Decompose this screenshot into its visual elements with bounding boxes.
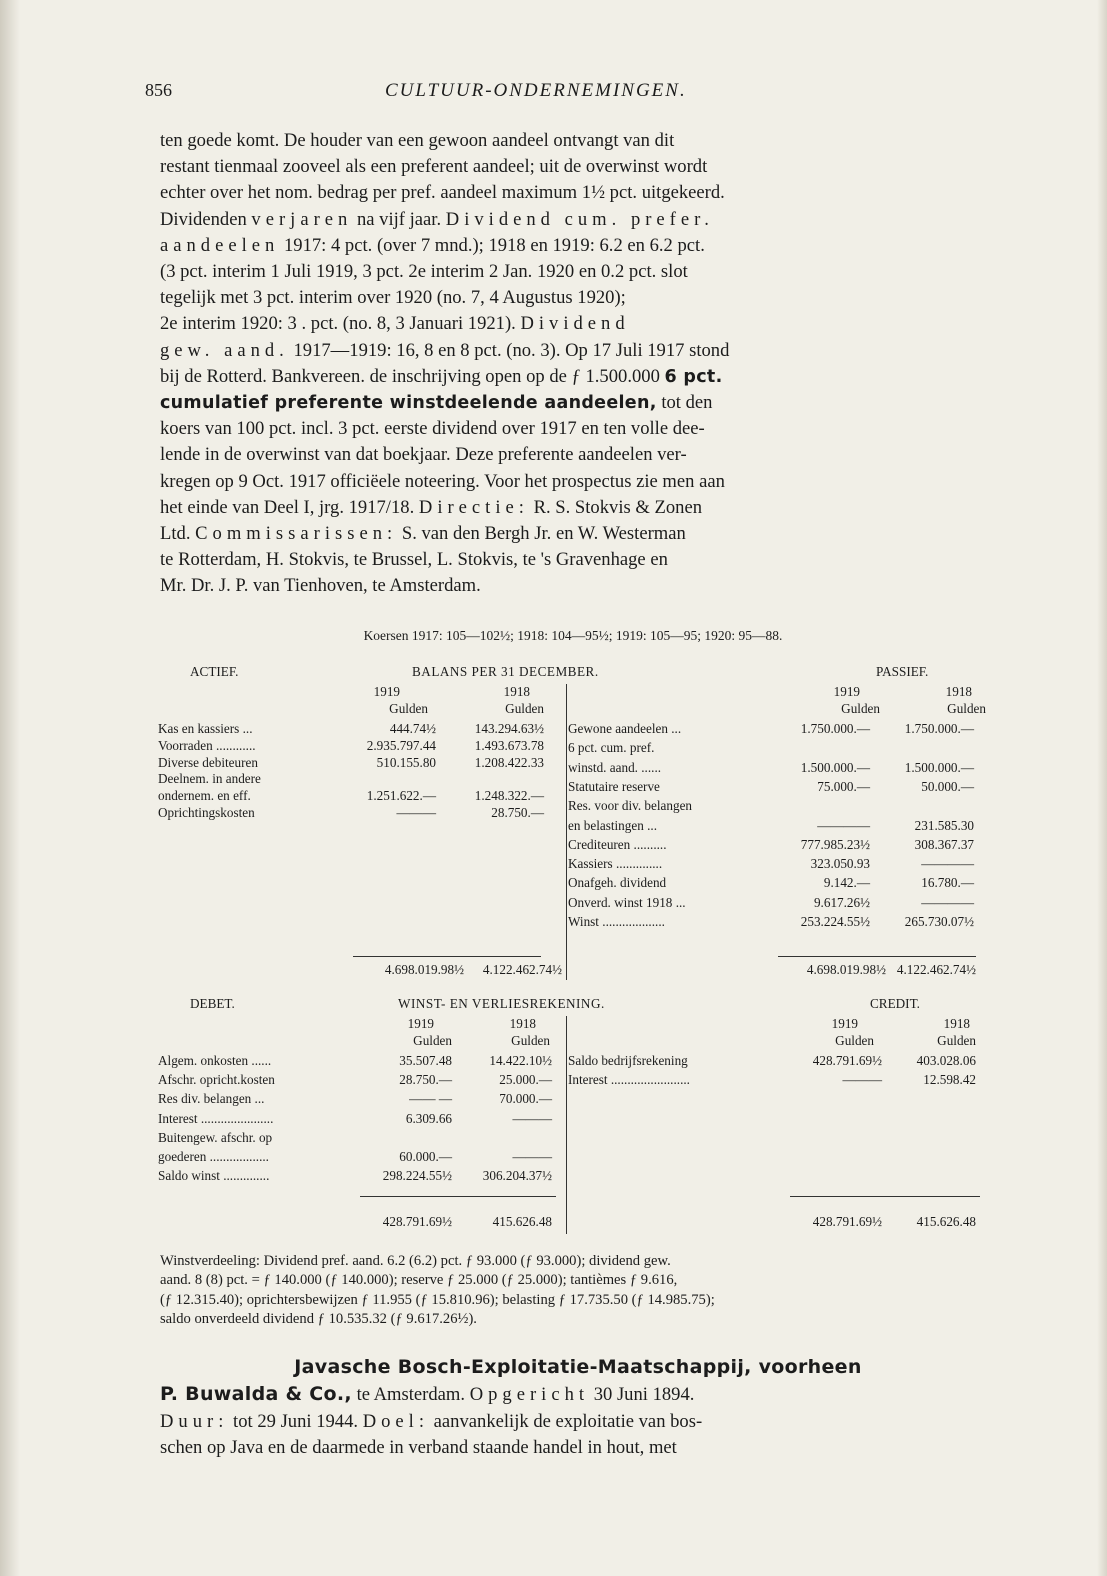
actief-row-value-1919: 2.935.797.44: [366, 737, 436, 753]
debet-row-label: goederen ..................: [158, 1149, 269, 1164]
actief-row-value-1919: 444.74½: [389, 721, 436, 736]
balance-sheet: [150, 664, 986, 984]
debet-row-label: Res div. belangen ...: [158, 1091, 265, 1107]
passief-unit-1919: Gulden: [841, 701, 880, 716]
debet-row-value-1919: 28.750.—: [399, 1072, 452, 1088]
debet-row-value-1918: ———: [512, 1149, 552, 1164]
actief-year-1919: 1919: [373, 684, 400, 699]
balance-passief-heading: PASSIEF.: [876, 664, 929, 679]
page-number: 856: [145, 80, 172, 100]
profit-loss-title: WINST- EN VERLIESREKENING.: [398, 996, 605, 1011]
text-line: 2e interim 1920: 3 . pct. (no. 8, 3 Januari 1921). Dividend: [160, 313, 630, 335]
passief-row-label: Gewone aandeelen ...: [568, 721, 682, 736]
credit-year-1919: 1919: [831, 1016, 858, 1031]
actief-row-value-1918: 143.294.63½: [474, 721, 544, 736]
text-line: Dividenden verjaren na vijf jaar. Dividend cum. prefer.: [160, 208, 714, 230]
passief-total-1918: 4.122.462.74½: [896, 962, 976, 977]
debet-year-1918: 1918: [509, 1016, 536, 1031]
credit-row-label: Interest ........................: [568, 1072, 690, 1088]
debet-row-value-1919: 6.309.66: [405, 1110, 452, 1126]
actief-row-value-1919: ———: [396, 805, 436, 820]
debet-row-value-1919: 60.000.—: [399, 1149, 452, 1164]
passief-row-value-1918: ————: [921, 856, 974, 872]
text-line: het einde van Deel I, jrg. 1917/18. Directie: R. S. Stokvis & Zonen: [160, 496, 702, 518]
text-line: Duur: tot 29 Juni 1944. Doel: aanvankelijk de exploitatie van bos-: [160, 1410, 703, 1432]
text-line: kregen op 9 Oct. 1917 officiëele noteering. Voor het prospectus zie men aan: [160, 470, 725, 492]
passief-row-value-1919: 777.985.23½: [800, 836, 870, 852]
passief-row-value-1918: 265.730.07½: [904, 914, 974, 929]
company-name-cont: P. Buwalda & Co.,: [160, 1383, 352, 1406]
passief-row-value-1919: 75.000.—: [817, 778, 870, 794]
actief-total-1919: 4.698.019.98½: [384, 962, 464, 977]
debet-row-label: Algem. onkosten ......: [158, 1053, 272, 1068]
passief-row-value-1918: 1.750.000.—: [904, 721, 974, 736]
passief-row-label: 6 pct. cum. pref.: [568, 740, 655, 756]
text-line: koers van 100 pct. incl. 3 pct. eerste dividend over 1917 en ten volle dee-: [160, 418, 705, 440]
passief-year-1918: 1918: [945, 684, 972, 699]
running-title: CULTUUR-ONDERNEMINGEN.: [385, 80, 687, 101]
credit-total-1919: 428.791.69½: [812, 1214, 882, 1229]
credit-total-rule: [790, 1196, 980, 1197]
debet-heading: DEBET.: [190, 996, 235, 1011]
actief-row-value-1918: 1.493.673.78: [474, 737, 544, 753]
text-line: gew. aand. 1917—1919: 16, 8 en 8 pct. (no. 3). Op 17 Juli 1917 stond: [160, 339, 730, 361]
profit-loss-account: [150, 996, 986, 1236]
passief-row-label: Res. voor div. belangen: [568, 798, 693, 814]
passief-total-1919: 4.698.019.98½: [806, 962, 886, 977]
actief-row-label: ondernem. en eff.: [158, 788, 251, 804]
text-line: Winstverdeeling: Dividend pref. aand. 6.2 (6.2) pct. ƒ 93.000 (ƒ 93.000); dividend gew.: [160, 1253, 671, 1269]
credit-row-value-1918: 12.598.42: [923, 1072, 976, 1088]
actief-row-label: Kas en kassiers ...: [158, 721, 253, 736]
debet-row-value-1918: ———: [512, 1110, 552, 1126]
credit-row-label: Saldo bedrijfsrekening: [568, 1053, 688, 1068]
passief-row-label: Crediteuren ..........: [568, 836, 667, 852]
balance-actief-heading: ACTIEF.: [190, 664, 239, 679]
text-line: schen op Java en de daarmede in verband staande handel in hout, met: [160, 1437, 677, 1459]
debet-row-label: Buitengew. afschr. op: [158, 1129, 273, 1145]
passief-row-value-1919: 253.224.55½: [800, 914, 870, 929]
debet-row-value-1918: 25.000.—: [499, 1072, 552, 1088]
passief-row-value-1919: ————: [817, 817, 870, 833]
profit-loss-divider: [566, 1016, 567, 1234]
company-entry-javasche: [160, 1354, 986, 1462]
debet-row-label: Saldo winst ..............: [158, 1168, 270, 1184]
text-line: lende in de overwinst van dat boekjaar. Deze preferente aandeelen ver-: [160, 444, 687, 466]
debet-row-value-1919: —— —: [409, 1091, 452, 1107]
credit-unit-1919: Gulden: [835, 1033, 874, 1048]
actief-row-value-1919: 1.251.622.—: [366, 788, 436, 804]
debet-row-value-1919: 298.224.55½: [382, 1168, 452, 1184]
credit-row-value-1919: 428.791.69½: [812, 1053, 882, 1068]
passief-total-rule: [778, 956, 976, 957]
debet-row-label: Interest ......................: [158, 1110, 274, 1126]
credit-unit-1918: Gulden: [937, 1033, 976, 1048]
actief-row-value-1918: 1.248.322.—: [474, 788, 544, 804]
passief-unit-1918: Gulden: [947, 701, 986, 716]
debet-total-1919: 428.791.69½: [382, 1214, 452, 1229]
actief-row-label: Voorraden ............: [158, 737, 256, 753]
actief-row-label: Oprichtingskosten: [158, 805, 255, 820]
koersen-line: Koersen 1917: 105—102½; 1918: 104—95½; 1919: 105—95; 1920: 95—88.: [363, 628, 783, 643]
passief-year-1919: 1919: [833, 684, 860, 699]
text-line: bij de Rotterd. Bankvereen. de inschrijving open op de ƒ 1.500.000 6 pct.: [160, 365, 723, 387]
text-line: te Rotterdam, H. Stokvis, te Brussel, L. Stokvis, te 's Gravenhage en: [160, 549, 668, 571]
credit-row-value-1918: 403.028.06: [916, 1053, 976, 1068]
passief-row-value-1918: 16.780.—: [921, 875, 974, 891]
actief-row-value-1918: 1.208.422.33: [474, 754, 544, 770]
intro-paragraph: [160, 128, 986, 600]
passief-row-value-1918: 231.585.30: [914, 817, 974, 833]
text-line: (3 pct. interim 1 Juli 1919, 3 pct. 2e interim 2 Jan. 1920 en 0.2 pct. slot: [160, 261, 688, 283]
debet-row-value-1919: 35.507.48: [399, 1053, 452, 1068]
actief-row-label: Deelnem. in andere: [158, 771, 261, 787]
passief-row-value-1918: ————: [921, 894, 974, 910]
text-line: echter over het nom. bedrag per pref. aandeel maximum 1½ pct. uitgekeerd.: [160, 182, 725, 204]
passief-row-value-1919: 1.750.000.—: [800, 721, 870, 736]
debet-row-value-1918: 70.000.—: [499, 1091, 552, 1107]
passief-row-label: winstd. aand. ......: [568, 759, 662, 775]
text-line: cumulatief preferente winstdeelende aandeelen, tot den: [160, 392, 713, 414]
passief-row-value-1918: 308.367.37: [914, 836, 974, 852]
text-line: restant tienmaal zooveel als een preferent aandeel; uit de overwinst wordt: [160, 156, 708, 178]
passief-row-label: Statutaire reserve: [568, 778, 660, 794]
passief-row-label: Onverd. winst 1918 ...: [568, 894, 686, 910]
actief-row-value-1918: 28.750.—: [491, 805, 544, 820]
company-name: Javasche Bosch-Exploitatie-Maatschappij, voorheen: [294, 1356, 862, 1378]
debet-row-label: Afschr. opricht.kosten: [158, 1072, 275, 1088]
passief-row-label: en belastingen ...: [568, 817, 657, 833]
debet-row-value-1918: 306.204.37½: [482, 1168, 552, 1184]
page-header: [145, 80, 985, 106]
credit-row-value-1919: ———: [842, 1072, 882, 1088]
passief-row-label: Onafgeh. dividend: [568, 875, 667, 891]
text-line: tegelijk met 3 pct. interim over 1920 (no. 7, 4 Augustus 1920);: [160, 287, 626, 309]
debet-year-1919: 1919: [407, 1016, 434, 1031]
passief-row-value-1919: 9.142.—: [823, 875, 870, 891]
text-line: aand. 8 (8) pct. = ƒ 140.000 (ƒ 140.000); reserve ƒ 25.000 (ƒ 25.000); tantièmes ƒ 9.616,: [160, 1272, 678, 1289]
text-line: P. Buwalda & Co., te Amsterdam. Opgericht 30 Juni 1894.: [160, 1383, 695, 1406]
page-edge-left: [0, 0, 20, 1576]
text-line: (ƒ 12.315.40); oprichtersbewijzen ƒ 11.955 (ƒ 15.810.96); belasting ƒ 17.735.50 (ƒ 14.985.75);: [160, 1291, 715, 1308]
credit-total-1918: 415.626.48: [916, 1214, 976, 1229]
actief-total-1918: 4.122.462.74½: [482, 962, 562, 977]
debet-row-value-1918: 14.422.10½: [489, 1053, 552, 1068]
passief-row-value-1919: 1.500.000.—: [800, 759, 870, 775]
credit-heading: CREDIT.: [870, 996, 920, 1011]
passief-row-label: Kassiers ..............: [568, 856, 663, 872]
company-name-line: [160, 1354, 986, 1381]
text-line: ten goede komt. De houder van een gewoon aandeel ontvangt van dit: [160, 130, 675, 151]
balance-divider: [566, 684, 567, 980]
debet-unit-1919: Gulden: [413, 1033, 452, 1048]
actief-unit-1919: Gulden: [389, 701, 428, 716]
balance-title: BALANS PER 31 DECEMBER.: [412, 664, 599, 679]
passief-row-value-1919: 323.050.93: [810, 856, 870, 872]
actief-total-rule: [353, 956, 541, 957]
text-line: Ltd. Commissarissen: S. van den Bergh Jr. en W. Westerman: [160, 523, 686, 545]
winstverdeeling-paragraph: [160, 1252, 986, 1330]
debet-unit-1918: Gulden: [511, 1033, 550, 1048]
actief-row-label: Diverse debiteuren: [158, 754, 258, 770]
passief-row-value-1918: 50.000.—: [921, 778, 974, 794]
actief-row-value-1919: 510.155.80: [376, 754, 436, 770]
text-line: Mr. Dr. J. P. van Tienhoven, te Amsterdam.: [160, 575, 481, 597]
passief-row-value-1918: 1.500.000.—: [904, 759, 974, 775]
credit-year-1918: 1918: [943, 1016, 970, 1031]
actief-year-1918: 1918: [503, 684, 530, 699]
passief-row-value-1919: 9.617.26½: [813, 894, 870, 910]
debet-total-1918: 415.626.48: [492, 1214, 552, 1229]
text-line: aandeelen 1917: 4 pct. (over 7 mnd.); 1918 en 1919: 6.2 en 6.2 pct.: [160, 234, 705, 256]
debet-total-rule: [360, 1196, 556, 1197]
page-edge-right: [1097, 0, 1107, 1576]
text-line: saldo onverdeeld dividend ƒ 10.535.32 (ƒ 9.617.26½).: [160, 1311, 477, 1328]
passief-row-label: Winst ...................: [568, 914, 665, 929]
actief-unit-1918: Gulden: [505, 701, 544, 716]
